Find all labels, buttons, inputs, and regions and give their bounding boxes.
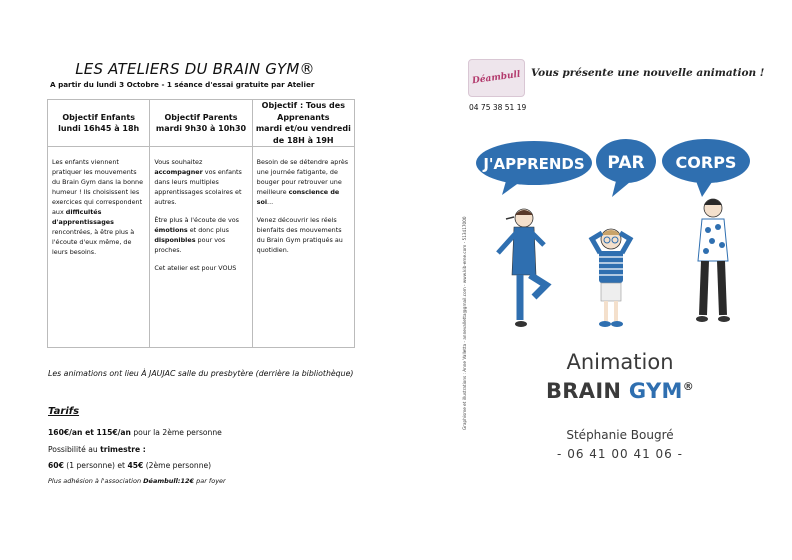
header-line: Apprenants (277, 112, 330, 122)
paragraph: Venez découvrir les réels bienfaits des mouvements du Brain Gym pratiqués au quotidien. (256, 216, 343, 254)
presents-heading: Vous présente une nouvelle animation ! (531, 67, 765, 79)
bubble-par (596, 139, 656, 197)
header-line: mardi et/ou vendredi (255, 124, 351, 133)
tarif-text: (1 personne) et (63, 461, 128, 470)
schedule-table (47, 99, 355, 348)
tarif-line-adhesion (48, 477, 226, 485)
paragraph: Les enfants viennent pratiquer les mouvements du Brain Gym dans la bonne humeur ! Ils choisissent les exercices qui correspondent aux difficultés d'apprentissages rencontrées, à être plus à l'écoute d'eux même, de leurs besoins. (52, 158, 144, 256)
tarif-price: 160€/an et 115€/an (48, 428, 131, 437)
tarif-text: Possibilité au (48, 445, 101, 454)
registered-mark: ® (682, 380, 695, 393)
gym-word: GYM (628, 379, 683, 403)
girl-figure (498, 209, 546, 327)
bubble-text: J'APPRENDS (483, 155, 585, 173)
body-enfants (48, 147, 150, 348)
tarif-price: 60€ (48, 461, 64, 470)
tarif-line-trimestre (48, 445, 146, 454)
bubble-text: CORPS (675, 153, 737, 172)
header-line: lundi 16h45 à 18h (58, 124, 140, 133)
tarif-text: Plus adhésion à l'association (48, 477, 144, 485)
tarif-line-annual (48, 428, 222, 437)
page-title: LES ATELIERS DU BRAIN GYM® (75, 60, 315, 78)
header-apprenants (252, 100, 354, 147)
tarifs-heading: Tarifs (48, 406, 80, 417)
bubble-japprends (476, 141, 592, 195)
header-line: de 18H à 19H (273, 135, 334, 145)
tarif-text: par foyer (194, 477, 226, 485)
tarif-text: (2ème personne) (143, 461, 212, 470)
header-line: Objectif Parents (164, 112, 238, 122)
header-line: Objectif : Tous des (261, 101, 345, 110)
brain-word: BRAIN (545, 379, 629, 403)
paragraph: Vous souhaitez accompagner vos enfants dans leurs multiples apprentissages scolaires et autres. (154, 158, 242, 206)
tarif-text: pour la 2ème personne (130, 428, 222, 437)
illustration-credit: Graphisme et illustrations : Anne Valletta - annevalletta@gmail.com - www.kib-eme.com - 513417000 (462, 216, 467, 430)
body-parents (150, 147, 252, 348)
subtitle: A partir du lundi 3 Octobre - 1 séance d'essai gratuite par Atelier (50, 80, 315, 89)
animation-title: Animation (566, 350, 674, 374)
paragraph: Être plus à l'écoute de vos émotions et donc plus disponibles pour vos proches. (154, 216, 239, 254)
instructor-phone: - 06 41 00 41 06 - (557, 447, 683, 461)
bubble-corps (662, 139, 750, 197)
header-line: Objectif Enfants (62, 112, 135, 122)
deambull-logo (468, 59, 525, 97)
tarif-price: 45€ (127, 461, 144, 470)
header-line: mardi 9h30 à 10h30 (155, 124, 247, 133)
bubble-text: PAR (607, 153, 645, 173)
association-phone: 04 75 38 51 19 (469, 103, 527, 112)
body-apprenants (252, 147, 354, 348)
brain-gym-title (520, 379, 720, 403)
paragraph: Cet atelier est pour VOUS (154, 264, 237, 272)
location-note: Les animations ont lieu À JAUJAC salle du presbytère (derrière la bibliothèque) (48, 369, 354, 378)
header-enfants (48, 100, 150, 147)
logo-text: Déambull (471, 69, 522, 87)
tarif-price: Déambull:12€ (143, 477, 195, 485)
boy-figure (592, 229, 630, 327)
woman-figure (696, 199, 730, 322)
tarif-label: trimestre : (100, 445, 146, 454)
paragraph: Besoin de se détendre après une journée fatigante, de bouger pour retrouver une meilleure conscience de soi... (256, 158, 349, 206)
instructor-name: Stéphanie Bougré (566, 428, 674, 442)
brain-gym-illustration (476, 135, 756, 335)
tarif-line-quarterly-prices (48, 461, 211, 470)
header-parents (150, 100, 252, 147)
